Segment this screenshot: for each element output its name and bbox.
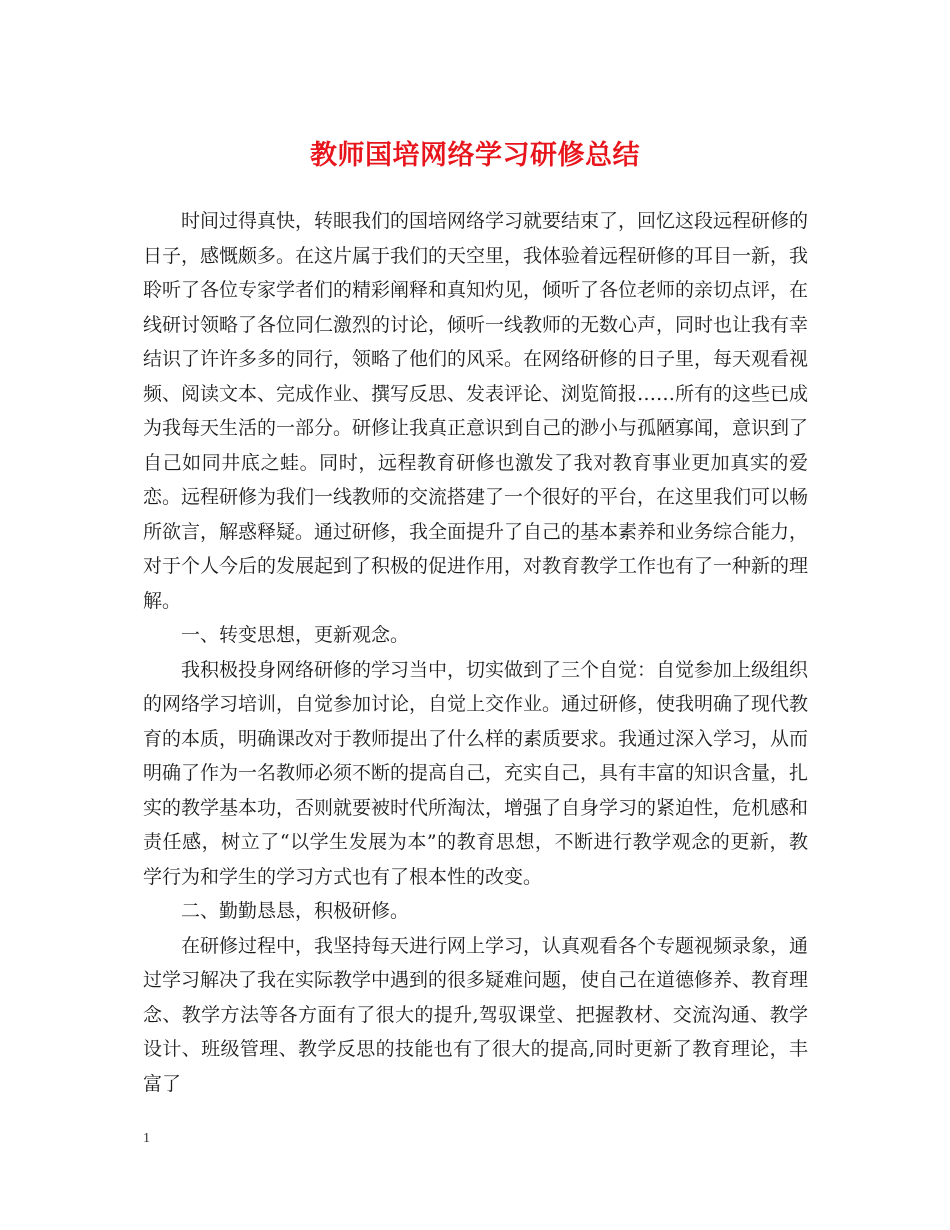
section-heading-2: 二、勤勤恳恳，积极研修。 <box>181 900 410 922</box>
paragraph-section-2: 在研修过程中，我坚持每天进行网上学习，认真观看各个专题视频录象，通过学习解决了我在实际教学中遇到的很多疑难问题，使自己在道德修养、教育理念、教学方法等各方面有了很大的提升,驾驭课堂、把握教材、交流沟通、教学设计、班级管理、教学反思的技能也有了很大的提高,同时更新了教育理论，丰富了 <box>143 934 809 1095</box>
document-title: 教师国培网络学习研修总结 <box>310 140 640 171</box>
section-heading-1: 一、转变思想，更新观念。 <box>181 624 410 646</box>
paragraph-intro: 时间过得真快，转眼我们的国培网络学习就要结束了，回忆这段远程研修的日子，感慨颇多。在这片属于我们的天空里，我体验着远程研修的耳目一新，我聆听了各位专家学者们的精彩阐释和真知灼见，倾听了各位老师的亲切点评，在线研讨领略了各位同仁激烈的讨论，倾听一线教师的无数心声，同时也让我有幸结识了许许多多的同行，领略了他们的风采。在网络研修的日子里，每天观看视频、阅读文本、完成作业、撰写反思、发表评论、浏览简报……所有的这些已成为我每天生活的一部分。研修让我真正意识到自己的渺小与孤陋寡闻，意识到了自己如同井底之蛙。同时，远程教育研修也激发了我对教育事业更加真实的爱恋。远程研修为我们一线教师的交流搭建了一个很好的平台，在这里我们可以畅所欲言，解惑释疑。通过研修，我全面提升了自己的基本素养和业务综合能力，对于个人今后的发展起到了积极的促进作用，对教育教学工作也有了一种新的理解。 <box>143 210 809 612</box>
page-number: 1 <box>143 1131 150 1146</box>
document-body <box>143 204 808 1101</box>
paragraph-section-1: 我积极投身网络研修的学习当中，切实做到了三个自觉：自觉参加上级组织的网络学习培训，自觉参加讨论，自觉上交作业。通过研修，使我明确了现代教育的本质，明确课改对于教师提出了什么样的素质要求。我通过深入学习，从而明确了作为一名教师必须不断的提高自己，充实自己，具有丰富的知识含量，扎实的教学基本功，否则就要被时代所淘汰，增强了自身学习的紧迫性，危机感和责任感，树立了“以学生发展为本”的教育思想，不断进行教学观念的更新，教学行为和学生的学习方式也有了根本性的改变。 <box>143 658 809 888</box>
